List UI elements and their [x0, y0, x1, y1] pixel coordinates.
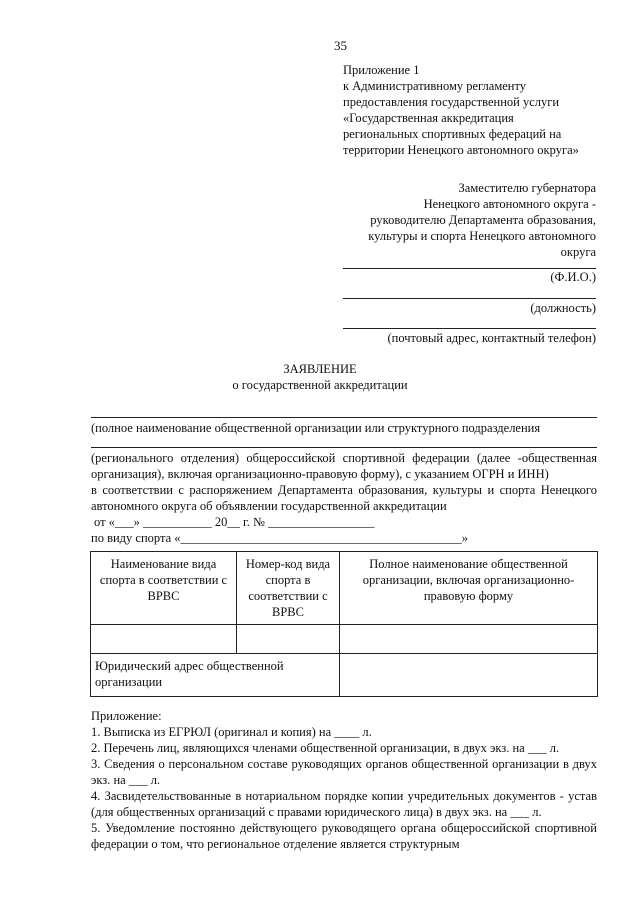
- annex-line: региональных спортивных федераций на: [343, 127, 562, 141]
- document-subtitle: о государственной аккредитации: [232, 378, 408, 392]
- contact-caption: (почтовый адрес, контактный телефон): [387, 331, 596, 345]
- addressee-block: [330, 180, 596, 260]
- document-title: ЗАЯВЛЕНИЕ: [283, 362, 357, 376]
- org-name-caption: (полное наименование общественной организации или структурного подразделения: [91, 421, 541, 435]
- appendix-title: Приложение:: [91, 709, 162, 723]
- list-item: 1. Выписка из ЕГРЮЛ (оригинал и копия) на ____ л.: [91, 725, 372, 739]
- cell-sport-name[interactable]: [91, 625, 237, 654]
- legal-address-label: Юридический адрес общественной организации: [91, 654, 340, 697]
- regional-line: [91, 447, 597, 448]
- list-item: 3. Сведения о персональном составе руководящих органов общественной организации в двух экз. на ___ л.: [91, 757, 597, 787]
- annex-line: территории Ненецкого автономного округа»: [343, 143, 579, 157]
- annex-line: «Государственная аккредитация: [343, 111, 514, 125]
- table-row: [91, 625, 598, 654]
- date-line: от «___» ___________ 20__ г. № _________________: [94, 515, 375, 529]
- regional-text: (регионального отделения) общероссийской спортивной федерации (далее -общественная организация), включая организационно-правовую форму), с указанием ОГРН и ИНН): [91, 451, 597, 481]
- annex-block: [343, 62, 603, 158]
- list-item: 2. Перечень лиц, являющихся членами общественной организации, в двух экз. на ___ л.: [91, 741, 560, 755]
- cell-sport-code[interactable]: [237, 625, 340, 654]
- table-header-row: [91, 552, 598, 625]
- table-row: [91, 654, 598, 697]
- annex-line: предоставления государственной услуги: [343, 95, 560, 109]
- position-line: [343, 298, 596, 299]
- addressee-line: округа: [560, 245, 596, 259]
- annex-line: к Административному регламенту: [343, 79, 527, 93]
- order-text: в соответствии с распоряжением Департамента образования, культуры и спорта Ненецкого автономного округа об объявлении государственной аккредитации: [91, 483, 597, 513]
- list-item: 4. Засвидетельствованные в нотариальном порядке копии учредительных документов - устав (для общественных организаций с правами юридического лица) в двух экз. на ___ л.: [91, 789, 597, 819]
- addressee-line: Заместителю губернатора: [458, 181, 596, 195]
- fio-caption: (Ф.И.О.): [550, 270, 596, 284]
- cell-legal-address[interactable]: [340, 654, 598, 697]
- header-org-name: Полное наименование общественной организации, включая организационно-правовую форму: [340, 552, 598, 625]
- header-sport-code: Номер-код вида спорта в соответствии с ВРВС: [237, 552, 340, 625]
- position-caption: (должность): [530, 301, 596, 315]
- contact-line: [343, 328, 596, 329]
- header-sport-name: Наименование вида спорта в соответствии с ВРВС: [91, 552, 237, 625]
- annex-line: Приложение 1: [343, 63, 420, 77]
- addressee-line: руководителю Департамента образования,: [370, 213, 596, 227]
- addressee-line: Ненецкого автономного округа -: [423, 197, 596, 211]
- list-item: 5. Уведомление постоянно действующего руководящего органа общероссийской спортивной федерации о том, что региональное отделение является структурным: [91, 821, 597, 851]
- page-number: 35: [334, 38, 347, 53]
- appendix-list: [91, 708, 597, 852]
- addressee-line: культуры и спорта Ненецкого автономного: [368, 229, 596, 243]
- org-name-line: [91, 417, 597, 418]
- accreditation-table: [90, 551, 598, 697]
- fio-line: [343, 268, 596, 269]
- cell-org-name[interactable]: [340, 625, 598, 654]
- sport-line: по виду спорта «_____________________________________________»: [91, 531, 469, 545]
